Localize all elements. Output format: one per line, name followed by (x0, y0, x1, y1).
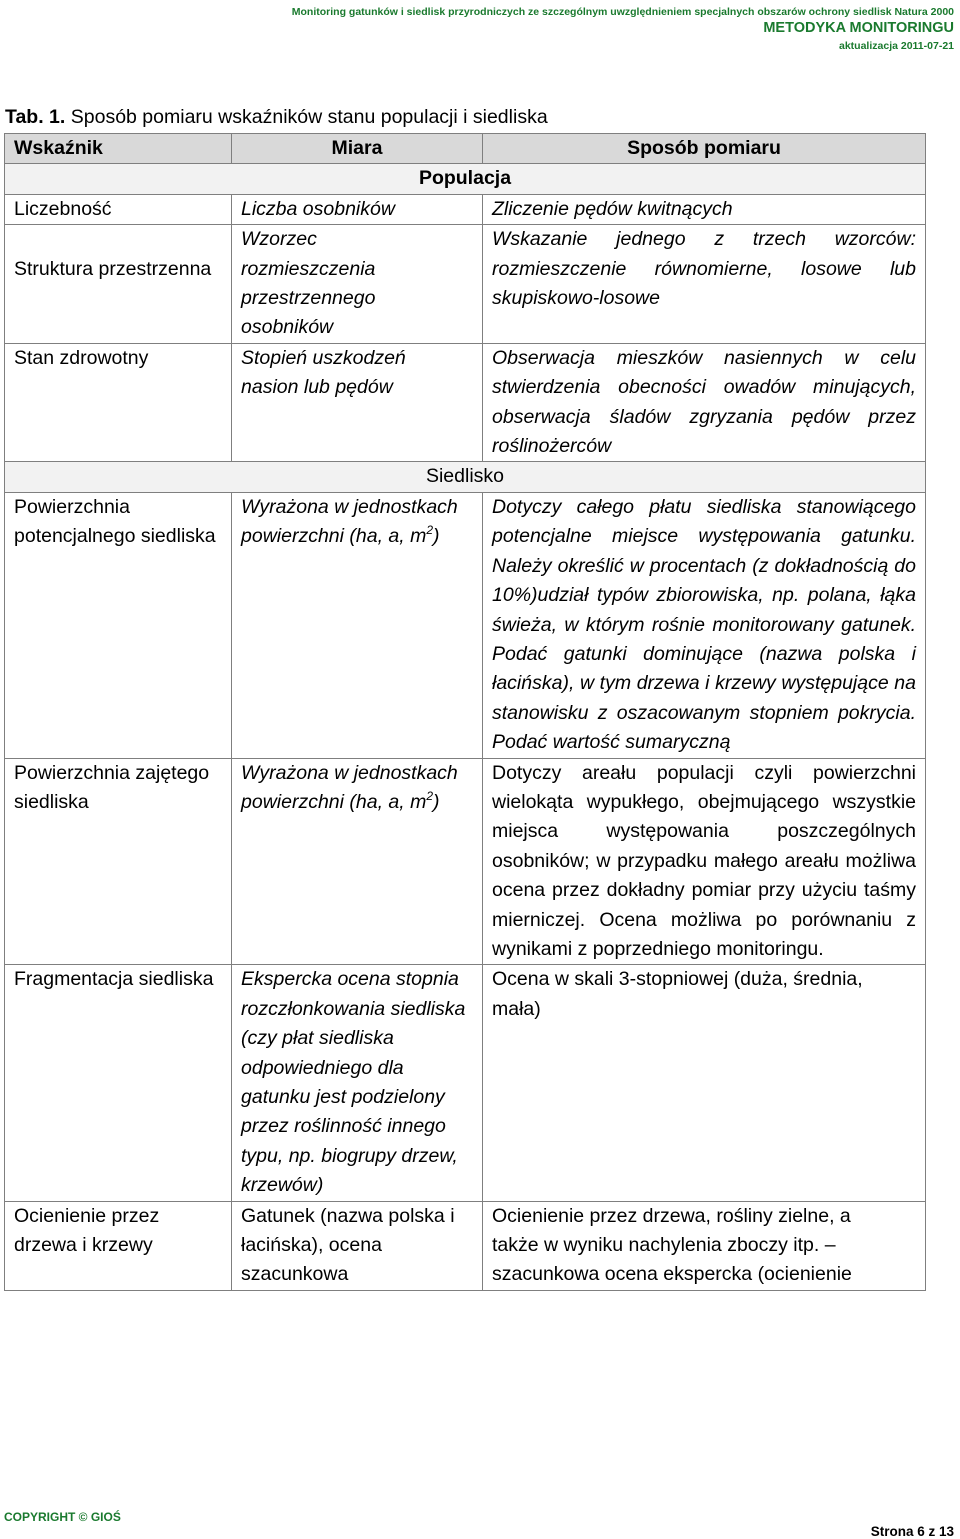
table-row (5, 758, 926, 965)
cell-miara: Liczba osobników (232, 194, 483, 224)
cell-miara-end: ) (433, 790, 440, 813)
cell-sposob: Ocena w skali 3-stopniowej (duża, średnia, mała) (483, 965, 926, 1201)
footer-page-number: Strona 6 z 13 (870, 1524, 954, 1539)
cell-miara-text: Wyrażona w jednostkach powierzchni (ha, a, m (241, 495, 458, 548)
cell-miara-sup: 2 (426, 523, 434, 538)
cell-wskaznik-text: Struktura przestrzenna (14, 257, 212, 280)
cell-miara: Gatunek (nazwa polska i łacińska), ocena szacunkowa (232, 1201, 483, 1290)
table-row (5, 965, 926, 1201)
table-row (5, 194, 926, 224)
table-row (5, 492, 926, 758)
cell-wskaznik: Ocienienie przez drzewa i krzewy (5, 1201, 232, 1290)
cell-miara: Wzorzec rozmieszczenia przestrzennego osobników (232, 225, 483, 344)
cell-sposob: Wskazanie jednego z trzech wzorców: rozmieszczenie równomierne, losowe lub skupiskowo-losowe (483, 225, 926, 344)
cell-sposob: Obserwacja mieszków nasiennych w celu stwierdzenia obecności owadów minujących, obserwacja śladów zgryzania pędów przez roślinożerców (483, 343, 926, 462)
column-header-sposob: Sposób pomiaru (483, 134, 926, 164)
cell-miara-sup: 2 (426, 788, 434, 803)
section-row-populacja (5, 164, 926, 194)
table-caption-label: Tab. 1. (5, 106, 66, 128)
cell-miara (232, 758, 483, 965)
cell-wskaznik (5, 225, 232, 344)
table-caption-text: Sposób pomiaru wskaźników stanu populacji i siedliska (70, 106, 548, 128)
cell-sposob: Dotyczy areału populacji czyli powierzchni wielokąta wypukłego, obejmującego wszystkie miejsca występowania poszczególnych osobników; w przypadku małego areału możliwa ocena przez dokładny pomiar przy użyciu taśmy mierniczej. Ocena możliwa po porównaniu z wynikami z poprzedniego monitoringu. (483, 758, 926, 965)
cell-sposob: Zliczenie pędów kwitnących (483, 194, 926, 224)
header-project-title: Monitoring gatunków i siedlisk przyrodniczych ze szczególnym uwzględnieniem specjalnych obszarów ochrony siedlisk Natura 2000 (291, 6, 954, 18)
cell-miara: Ekspercka ocena stopnia rozczłonkowania siedliska (czy płat siedliska odpowiedniego dla gatunku jest podzielony przez roślinność innego typu, np. biogrupy drzew, krzewów) (232, 965, 483, 1201)
cell-wskaznik: Liczebność (5, 194, 232, 224)
cell-miara (232, 492, 483, 758)
section-row-siedlisko (5, 462, 926, 492)
cell-wskaznik: Stan zdrowotny (5, 343, 232, 462)
indicator-table (4, 133, 926, 1291)
cell-wskaznik: Powierzchnia zajętego siedliska (5, 758, 232, 965)
table-row (5, 225, 926, 344)
table-row (5, 343, 926, 462)
table-caption (5, 106, 548, 129)
header-methodology-title: METODYKA MONITORINGU (763, 20, 954, 36)
section-title-siedlisko: Siedlisko (5, 462, 926, 492)
column-header-miara: Miara (232, 134, 483, 164)
table-row (5, 1201, 926, 1290)
cell-sposob: Dotyczy całego płatu siedliska stanowiącego potencjalne miejsce występowania gatunku. Należy określić w procentach (z dokładnością do 10%)udział typów zbiorowiska, np. polana, łąka świeża, w którym rośnie monitorowany gatunek. Podać gatunki dominujące (nazwa polska i łacińska), w tym drzewa i krzewy występujące na stanowisku z oszacowanym stopniem pokrycia. Podać wartość sumaryczną (483, 492, 926, 758)
footer-copyright: COPYRIGHT © GIOŚ (4, 1510, 121, 1524)
column-header-wskaznik: Wskaźnik (5, 134, 232, 164)
cell-wskaznik: Fragmentacja siedliska (5, 965, 232, 1201)
header-update-date: aktualizacja 2011-07-21 (839, 40, 954, 52)
cell-miara: Stopień uszkodzeń nasion lub pędów (232, 343, 483, 462)
table-header-row (5, 134, 926, 164)
cell-miara-text: Wyrażona w jednostkach powierzchni (ha, a, m (241, 761, 458, 813)
cell-miara-end: ) (433, 525, 440, 548)
section-title-populacja: Populacja (5, 164, 926, 194)
cell-wskaznik: Powierzchnia potencjalnego siedliska (5, 492, 232, 758)
cell-sposob: Ocienienie przez drzewa, rośliny zielne, a także w wyniku nachylenia zboczy itp. – szacunkowa ocena ekspercka (ocienienie (483, 1201, 926, 1290)
